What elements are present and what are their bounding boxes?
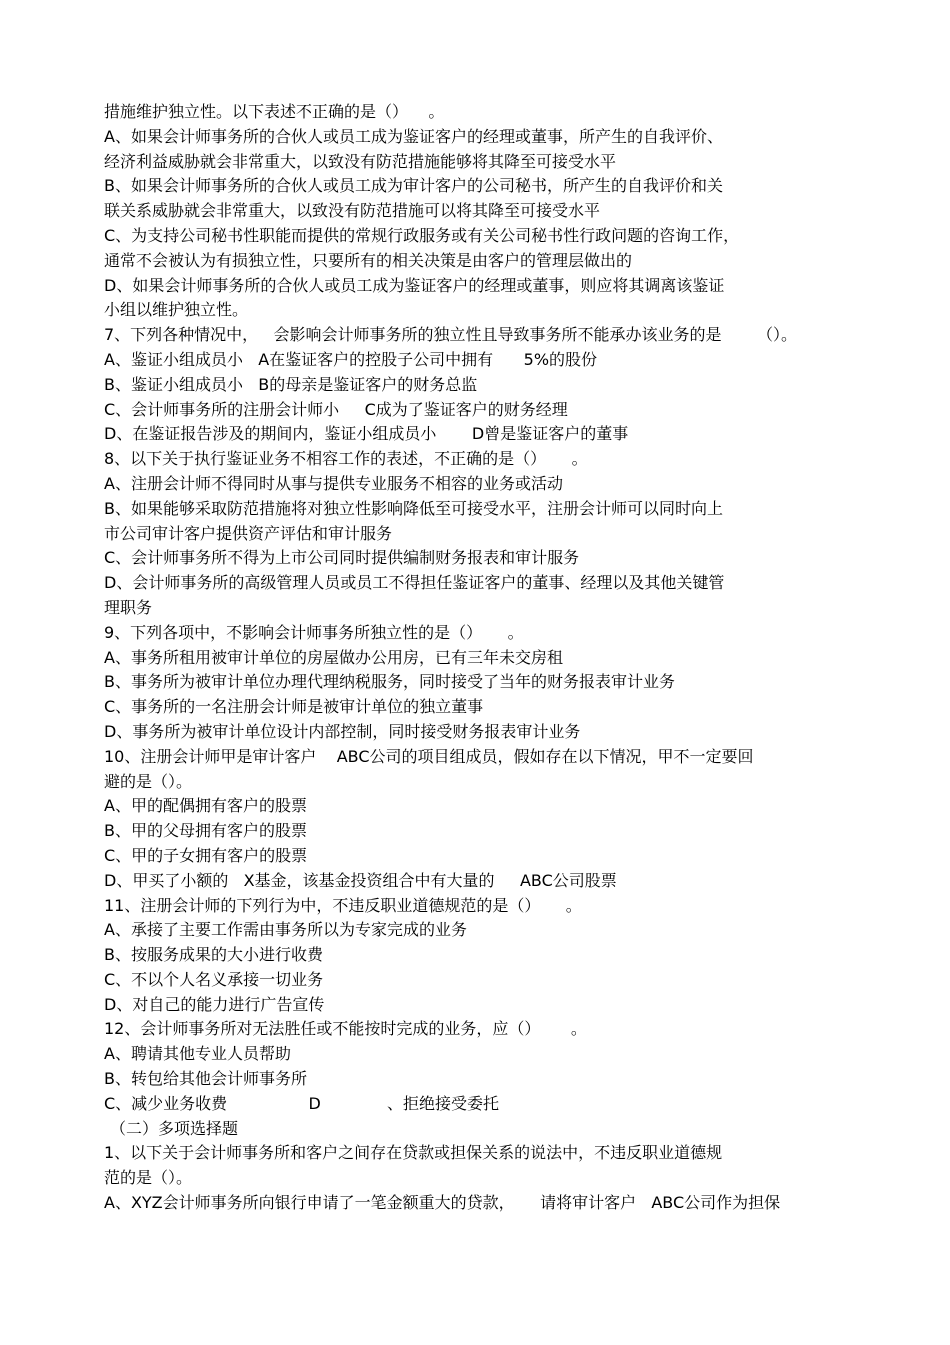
question-7: 7、下列各种情况中， 会影响会计师事务所的独立性且导致事务所不能承办该业务的是 （）。 <box>104 325 798 345</box>
text-line: 避的是（）。 <box>104 771 193 791</box>
section-heading: （二）多项选择题 <box>110 1118 239 1138</box>
option-a: A、注册会计师不得同时从事与提供专业服务不相容的业务或活动 <box>104 473 563 493</box>
text-line: 经济利益威胁就会非常重大，以致没有防范措施能够将其降至可接受水平 <box>104 151 617 171</box>
option-b: B、按服务成果的大小进行收费 <box>104 945 323 965</box>
question-9: 9、下列各项中，不影响会计师事务所独立性的是（） 。 <box>104 622 524 642</box>
question-12: 12、会计师事务所对无法胜任或不能按时完成的业务，应（） 。 <box>104 1019 587 1039</box>
option-c: C、为支持公司秘书性职能而提供的常规行政服务或有关公司秘书性行政问题的咨询工作， <box>104 225 740 245</box>
option-c: C、事务所的一名注册会计师是被审计单位的独立董事 <box>104 697 484 717</box>
text-line: 小组以维护独立性。 <box>104 300 249 320</box>
option-d: D、甲买了小额的 X基金，该基金投资组合中有大量的 ABC公司股票 <box>104 870 617 890</box>
option-b: B、转包给其他会计师事务所 <box>104 1069 307 1089</box>
option-d: D、在鉴证报告涉及的期间内，鉴证小组成员小 D曾是鉴证客户的董事 <box>104 424 629 444</box>
text-line: 范的是（）。 <box>104 1168 193 1188</box>
option-b: B、甲的父母拥有客户的股票 <box>104 821 307 841</box>
option-b: B、如果能够采取防范措施将对独立性影响降低至可接受水平，注册会计师可以同时向上 <box>104 498 723 518</box>
text-line: 市公司审计客户提供资产评估和审计服务 <box>104 523 393 543</box>
option-a: A、甲的配偶拥有客户的股票 <box>104 796 307 816</box>
option-a: A、聘请其他专业人员帮助 <box>104 1044 291 1064</box>
option-d: D、对自己的能力进行广告宣传 <box>104 994 325 1014</box>
option-b: B、事务所为被审计单位办理代理纳税服务，同时接受了当年的财务报表审计业务 <box>104 672 675 692</box>
text-line: 通常不会被认为有损独立性，只要所有的相关决策是由客户的管理层做出的 <box>104 250 633 270</box>
option-b: B、如果会计师事务所的合伙人或员工成为审计客户的公司秘书，所产生的自我评价和关 <box>104 176 723 196</box>
text-line: 联关系威胁就会非常重大，以致没有防范措施可以将其降至可接受水平 <box>104 201 601 221</box>
option-a: A、鉴证小组成员小 A在鉴证客户的控股子公司中拥有 5%的股份 <box>104 349 598 369</box>
question-10: 10、注册会计师甲是审计客户 ABC公司的项目组成员，假如存在以下情况，甲不一定要回 <box>104 746 754 766</box>
option-c-d: C、减少业务收费 D 、拒绝接受委托 <box>104 1093 499 1113</box>
text-line: 措施维护独立性。以下表述不正确的是（） 。 <box>104 102 445 121</box>
question-11: 11、注册会计师的下列行为中，不违反职业道德规范的是（） 。 <box>104 895 582 915</box>
option-c: C、甲的子女拥有客户的股票 <box>104 845 308 865</box>
option-a: A、承接了主要工作需由事务所以为专家完成的业务 <box>104 920 467 940</box>
option-a: A、XYZ会计师事务所向银行申请了一笔金额重大的贷款， 请将审计客户 ABC公司作为担保 <box>104 1193 781 1213</box>
option-b: B、鉴证小组成员小 B的母亲是鉴证客户的财务总监 <box>104 374 478 394</box>
option-a: A、事务所租用被审计单位的房屋做办公用房，已有三年未交房租 <box>104 647 563 667</box>
option-a: A、如果会计师事务所的合伙人或员工成为鉴证客户的经理或董事，所产生的自我评价、 <box>104 126 723 146</box>
option-d: D、事务所为被审计单位设计内部控制，同时接受财务报表审计业务 <box>104 721 581 741</box>
text-line: 理职务 <box>104 597 153 617</box>
option-d: D、如果会计师事务所的合伙人或员工成为鉴证客户的经理或董事，则应将其调离该鉴证 <box>104 275 725 295</box>
question-1: 1、以下关于会计师事务所和客户之间存在贷款或担保关系的说法中，不违反职业道德规 <box>104 1143 723 1163</box>
option-d: D、会计师事务所的高级管理人员或员工不得担任鉴证客户的董事、经理以及其他关键管 <box>104 573 725 593</box>
option-c: C、会计师事务所的注册会计师小 C成为了鉴证客户的财务经理 <box>104 399 568 419</box>
document-body <box>104 100 894 1216</box>
question-8: 8、以下关于执行鉴证业务不相容工作的表述，不正确的是（） 。 <box>104 449 588 469</box>
option-c: C、会计师事务所不得为上市公司同时提供编制财务报表和审计服务 <box>104 548 580 568</box>
option-c: C、不以个人名义承接一切业务 <box>104 969 324 989</box>
